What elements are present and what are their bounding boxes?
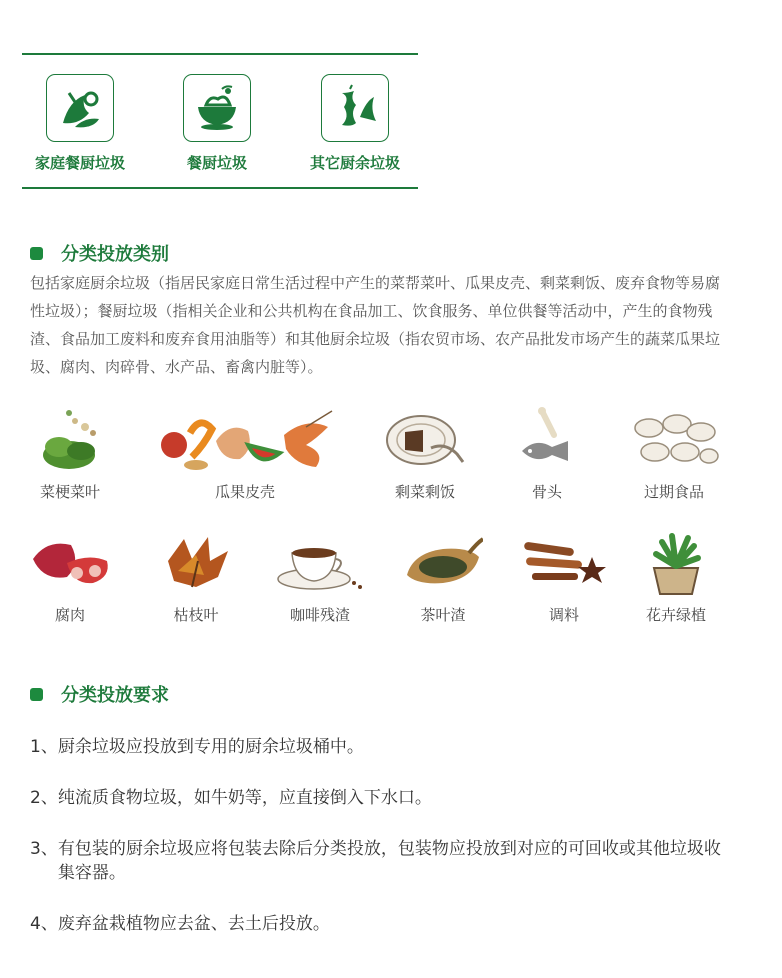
section-title: 分类投放类别: [61, 244, 169, 265]
item-bone: [508, 405, 586, 502]
meat-icon: [26, 528, 114, 598]
fruit-peels-icon: [155, 405, 335, 475]
requirement-number: 3、: [30, 839, 58, 859]
dining-bowl-icon: [183, 74, 251, 142]
item-potted-plant: [636, 528, 716, 625]
category-label: 餐厨垃圾: [186, 154, 247, 172]
item-label: 骨头: [531, 483, 562, 501]
requirements-list: [30, 735, 730, 936]
item-label: 枯枝叶: [173, 606, 219, 624]
item-label: 咖啡残渣: [289, 606, 350, 624]
item-label: 菜梗菜叶: [39, 483, 100, 501]
leafy-greens-icon: [28, 405, 112, 475]
bottom-divider: [22, 187, 418, 189]
item-coffee-grounds: [272, 528, 368, 625]
category-restaurant-kitchen: [157, 74, 277, 173]
requirement-text: 纯流质食物垃圾，如牛奶等，应直接倒入下水口。: [57, 788, 432, 808]
item-leafy-greens: [28, 405, 112, 502]
section-heading-categories: [30, 240, 169, 266]
item-label: 调料: [548, 606, 579, 624]
item-label: 瓜果皮壳: [214, 483, 275, 501]
apple-core-icon: [321, 74, 389, 142]
requirement-text: 有包装的厨余垃圾应将包装去除后分类投放，包装物应投放到对应的可回收或其他垃圾收集容器。: [57, 839, 721, 883]
requirement-number: 2、: [30, 788, 58, 808]
bullet-icon: [30, 247, 43, 260]
item-spices: [522, 528, 606, 625]
item-label: 过期食品: [643, 483, 704, 501]
spices-icon: [522, 528, 606, 598]
requirement-item: [30, 912, 730, 936]
leftover-plate-icon: [380, 405, 470, 475]
requirement-item: [30, 786, 730, 810]
tea-leaves-icon: [402, 528, 484, 598]
requirement-text: 废弃盆栽植物应去盆、去土后投放。: [57, 914, 330, 934]
requirement-number: 4、: [30, 914, 58, 934]
category-other-kitchen: [295, 74, 415, 173]
item-label: 茶叶渣: [420, 606, 466, 624]
requirement-item: [30, 735, 730, 759]
section-title: 分类投放要求: [61, 685, 169, 706]
item-leftovers: [380, 405, 470, 502]
category-household-kitchen: [20, 74, 140, 173]
requirement-item: [30, 837, 730, 885]
vegetables-icon: [46, 74, 114, 142]
item-expired-food: [628, 405, 720, 502]
item-dry-leaves: [155, 528, 237, 625]
requirement-number: 1、: [30, 737, 58, 757]
item-fruit-peels: [155, 405, 335, 502]
category-description: 包括家庭厨余垃圾（指居民家庭日常生活过程中产生的菜帮菜叶、瓜果皮壳、剩菜剩饭、废弃食物等易腐性垃圾）；餐厨垃圾（指相关企业和公共机构在食品加工、饮食服务、单位供餐等活动中，产生的食物残渣、食品加工废料和废弃食用油脂等）和其他厨余垃圾（指农贸市场、农产品批发市场产生的蔬菜瓜果垃圾、腐肉、肉碎骨、水产品、畜禽内脏等）。: [30, 274, 721, 376]
category-label: 其它厨余垃圾: [309, 154, 400, 172]
section-heading-requirements: [30, 681, 169, 707]
item-label: 腐肉: [54, 606, 85, 624]
top-divider: [22, 53, 418, 55]
item-meat: [26, 528, 114, 625]
item-tea-leaves: [402, 528, 484, 625]
item-label: 花卉绿植: [645, 606, 706, 624]
bullet-icon: [30, 688, 43, 701]
requirement-text: 厨余垃圾应投放到专用的厨余垃圾桶中。: [57, 737, 364, 757]
item-label: 剩菜剩饭: [394, 483, 455, 501]
dry-leaves-icon: [155, 528, 237, 598]
expired-food-icon: [628, 405, 720, 475]
bone-icon: [508, 405, 586, 475]
category-label: 家庭餐厨垃圾: [34, 154, 125, 172]
coffee-cup-icon: [272, 528, 368, 598]
potted-plant-icon: [636, 528, 716, 598]
